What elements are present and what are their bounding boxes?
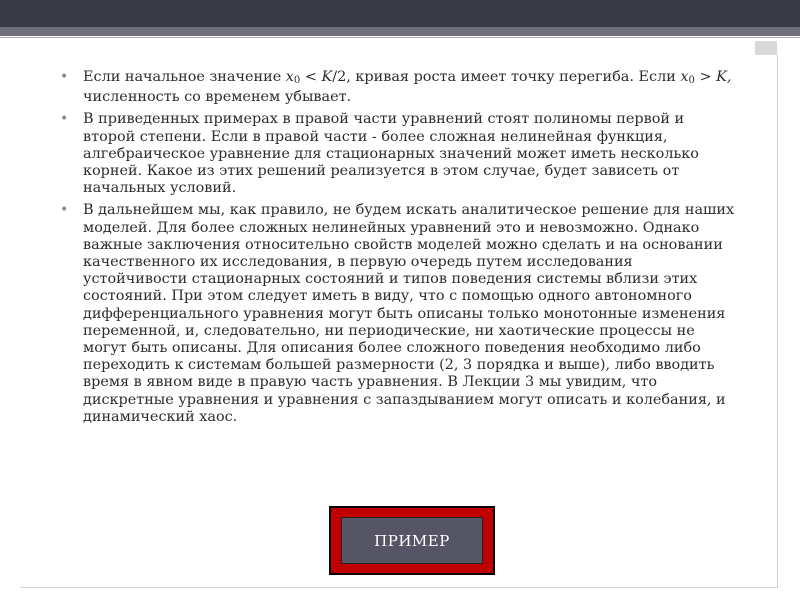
bottom-border-line bbox=[20, 587, 778, 588]
slide-content bbox=[60, 69, 740, 431]
bullet-item-2 bbox=[60, 111, 740, 197]
bullet-2-text: В приведенных примерах в правой части уравнений стоят полиномы первой и второй степени. Если в правой части - более сложная нелинейная функция, алгебраическое уравнение для стационарных значений может иметь несколько корней. Какое из этих решений реализуется в этом случае, будет зависеть от начальных условий. bbox=[83, 111, 699, 197]
bullet-icon: • bbox=[60, 111, 69, 128]
header-stripe bbox=[0, 27, 800, 36]
example-button-face[interactable] bbox=[341, 517, 483, 564]
bullet-1-text: Если начальное значение $x_0 < K/2$, кривая роста имеет точку перегиба. Если $x_0 > K$, численность со временем убывает. bbox=[83, 69, 732, 106]
bullet-item-1 bbox=[60, 69, 740, 106]
example-button-label: ПРИМЕР bbox=[374, 531, 450, 550]
corner-accent bbox=[755, 41, 777, 55]
example-button[interactable] bbox=[329, 506, 495, 575]
header-divider bbox=[0, 37, 800, 38]
bullet-icon: • bbox=[60, 69, 69, 85]
bullet-3-text: В дальнейшем мы, как правило, не будем искать аналитическое решение для наших моделей. Для более сложных нелинейных уравнений это и невозможно. Однако важные заключения относительно свойств моделей можно сделать и на основании качественного их исследования, в первую очередь путем исследования устойчивости стационарных состояний и типов поведения системы вблизи этих состояний. При этом следует иметь в виду, что с помощью одного автономного дифференциального уравнения могут быть описаны только монотонные изменения переменной, и, следовательно, ни периодические, ни хаотические процессы не могут быть описаны. Для описания более сложного поведения необходимо либо переходить к системам большей размерности (2, 3 порядка и выше), либо вводить время в явном виде в правую часть уравнения. В Лекции 3 мы увидим, что дискретные уравнения и уравнения с запаздыванием могут описать и колебания, и динамический хаос. bbox=[83, 202, 735, 425]
header-bar bbox=[0, 0, 800, 27]
bullet-item-3 bbox=[60, 202, 740, 426]
bullet-icon: • bbox=[60, 202, 69, 219]
right-border-line bbox=[777, 55, 778, 587]
